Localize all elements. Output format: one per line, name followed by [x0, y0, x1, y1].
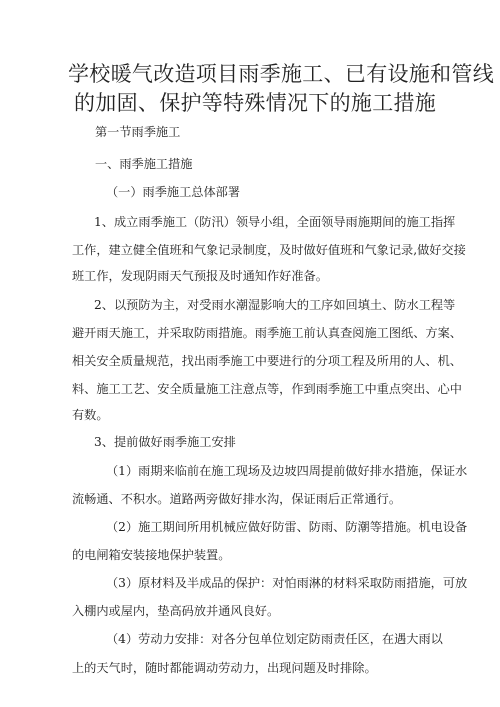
document-title [68, 60, 494, 118]
paragraph-line: 上的天气时，随时都能调动劳动力，出现问题及时排除。 [72, 661, 377, 675]
paragraph-line: 避开雨天施工，并采取防雨措施。雨季施工前认真查阅施工图纸、方案、 [72, 326, 462, 340]
paragraph-line: （2）施工期间所用机械应做好防雷、防雨、防潮等措施。机电设备 [106, 520, 468, 534]
subsection-heading: 一、雨季施工措施 [95, 157, 193, 171]
title-line-1: 学校暖气改造项目雨季施工、已有设施和管线 [68, 62, 494, 86]
paragraph-line: 有数。 [72, 408, 109, 422]
sub-subsection-heading: （一）雨季施工总体部署 [106, 185, 241, 199]
paragraph-line: （3）原材料及半成品的保护：对怕雨淋的材料采取防雨措施，可放 [106, 576, 468, 590]
title-line-2: 的加固、保护等特殊情况下的施工措施 [74, 91, 437, 115]
paragraph-line: （4）劳动力安排：对各分包单位划定防雨责任区，在遇大雨以 [106, 632, 443, 646]
paragraph-line: 1、成立雨季施工（防汛）领导小组，全面领导雨施期间的施工指挥 [94, 215, 456, 229]
paragraph-line: 相关安全质量规范，找出雨季施工中要进行的分项工程及所用的人、机、 [72, 354, 462, 368]
paragraph-line: 3、提前做好雨季施工安排 [94, 435, 236, 449]
paragraph-line: （1）雨期来临前在施工现场及边坡四周提前做好排水措施，保证水 [106, 464, 468, 478]
paragraph-line: 班工作，发现阴雨天气预报及时通知作好准备。 [72, 269, 328, 283]
paragraph-line: 2、以预防为主，对受雨水潮湿影响大的工序如回填土、防水工程等 [94, 298, 456, 312]
paragraph-line: 工作，建立健全值班和气象记录制度，及时做好值班和气象记录,做好交接 [72, 243, 466, 257]
paragraph-line: 入棚内或屋内，垫高码放并通风良好。 [72, 604, 280, 618]
section-heading: 第一节雨季施工 [95, 125, 181, 139]
paragraph-line: 的电闸箱安装接地保护装置。 [72, 548, 231, 562]
paragraph-line: 料、施工工艺、安全质量施工注意点等，作到雨季施工中重点突出、心中 [72, 382, 462, 396]
paragraph-line: 流畅通、不积水。道路两旁做好排水沟，保证雨后正常通行。 [72, 492, 402, 506]
